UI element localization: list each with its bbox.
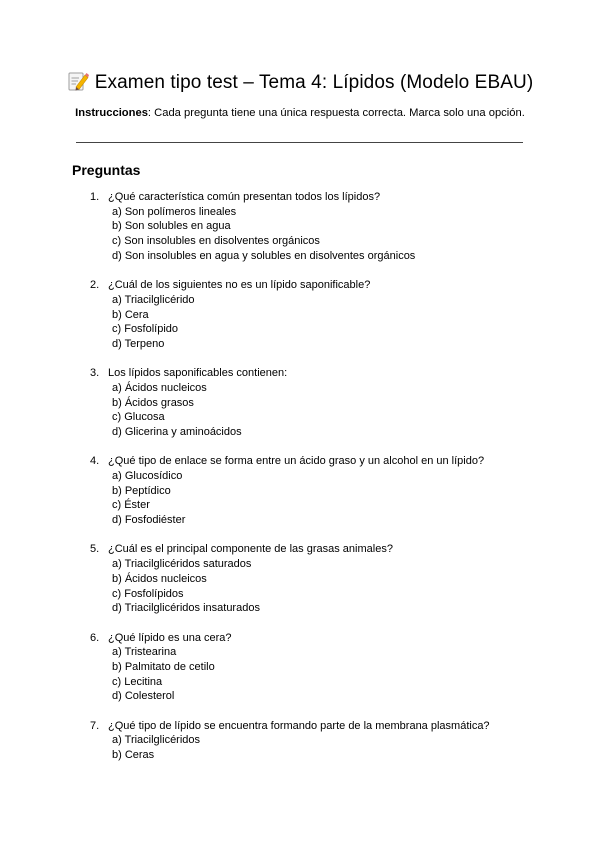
horizontal-divider xyxy=(76,142,523,143)
answer-option: d) Fosfodiéster xyxy=(112,514,186,527)
answer-options xyxy=(90,733,560,762)
question-list xyxy=(90,190,560,777)
answer-option: d) Glicerina y aminoácidos xyxy=(112,426,242,439)
answer-option: d) Son insolubles en agua y solubles en disolventes orgánicos xyxy=(112,249,416,262)
question-text: Los lípidos saponificables contienen: xyxy=(108,367,288,380)
question-stem xyxy=(90,190,560,205)
question-number: 2. xyxy=(90,279,100,292)
answer-option: b) Palmitato de cetilo xyxy=(112,660,215,673)
memo-pencil-icon xyxy=(67,70,89,92)
question-item xyxy=(90,454,560,528)
question-item xyxy=(90,278,560,352)
question-stem xyxy=(90,278,560,293)
instructions-text: : Cada pregunta tiene una única respuesta correcta. Marca solo una opción. xyxy=(147,107,525,119)
question-number: 7. xyxy=(90,719,100,732)
answer-option: d) Triacilglicéridos insaturados xyxy=(112,602,260,615)
question-text: ¿Cuál de los siguientes no es un lípido saponificable? xyxy=(108,279,371,292)
answer-option: c) Son insolubles en disolventes orgánicos xyxy=(112,235,320,248)
question-stem xyxy=(90,454,560,469)
question-text: ¿Qué tipo de enlace se forma entre un ácido graso y un alcohol en un lípido? xyxy=(108,455,485,468)
answer-option: c) Fosfolípido xyxy=(112,323,179,336)
question-number: 6. xyxy=(90,631,100,644)
question-item xyxy=(90,719,560,763)
question-item xyxy=(90,542,560,616)
document-title xyxy=(0,70,600,94)
answer-option: b) Peptídico xyxy=(112,484,171,497)
answer-option: a) Glucosídico xyxy=(112,470,183,483)
question-number: 3. xyxy=(90,367,100,380)
answer-options xyxy=(90,205,560,264)
answer-option: b) Son solubles en agua xyxy=(112,220,231,233)
question-item xyxy=(90,366,560,440)
answer-option: b) Ácidos nucleicos xyxy=(112,572,207,585)
answer-option: a) Triacilglicérido xyxy=(112,293,195,306)
answer-option: c) Glucosa xyxy=(112,411,165,424)
instructions xyxy=(0,107,600,119)
answer-option: a) Triacilglicéridos saturados xyxy=(112,558,252,571)
answer-option: d) Colesterol xyxy=(112,690,175,703)
question-stem xyxy=(90,631,560,646)
question-number: 1. xyxy=(90,191,100,203)
question-text: ¿Qué tipo de lípido se encuentra formando parte de la membrana plasmática? xyxy=(108,719,490,732)
question-item xyxy=(90,631,560,705)
answer-options xyxy=(90,557,560,616)
question-item xyxy=(90,190,560,264)
answer-option: c) Éster xyxy=(112,499,150,512)
answer-option: b) Ceras xyxy=(112,749,155,762)
answer-options xyxy=(90,381,560,440)
answer-options xyxy=(90,645,560,704)
question-stem xyxy=(90,542,560,557)
question-text: ¿Qué lípido es una cera? xyxy=(108,631,232,644)
answer-option: c) Lecitina xyxy=(112,675,163,688)
question-text: ¿Cuál es el principal componente de las grasas animales? xyxy=(108,543,393,556)
answer-option: a) Triacilglicéridos xyxy=(112,734,201,747)
answer-option: a) Ácidos nucleicos xyxy=(112,381,207,394)
question-stem xyxy=(90,719,560,734)
answer-option: a) Tristearina xyxy=(112,646,177,659)
question-stem xyxy=(90,366,560,381)
question-text: ¿Qué característica común presentan todos los lípidos? xyxy=(108,191,381,203)
answer-options xyxy=(90,469,560,528)
section-title: Preguntas xyxy=(72,162,141,178)
answer-options xyxy=(90,293,560,352)
instructions-label: Instrucciones xyxy=(75,107,148,119)
answer-option: c) Fosfolípidos xyxy=(112,587,184,600)
answer-option: b) Ácidos grasos xyxy=(112,396,194,409)
answer-option: a) Son polímeros lineales xyxy=(112,205,237,218)
question-number: 4. xyxy=(90,455,100,468)
document-title-text: Examen tipo test – Tema 4: Lípidos (Modelo EBAU) xyxy=(94,72,534,93)
question-number: 5. xyxy=(90,543,100,556)
answer-option: d) Terpeno xyxy=(112,337,165,350)
answer-option: b) Cera xyxy=(112,308,149,321)
